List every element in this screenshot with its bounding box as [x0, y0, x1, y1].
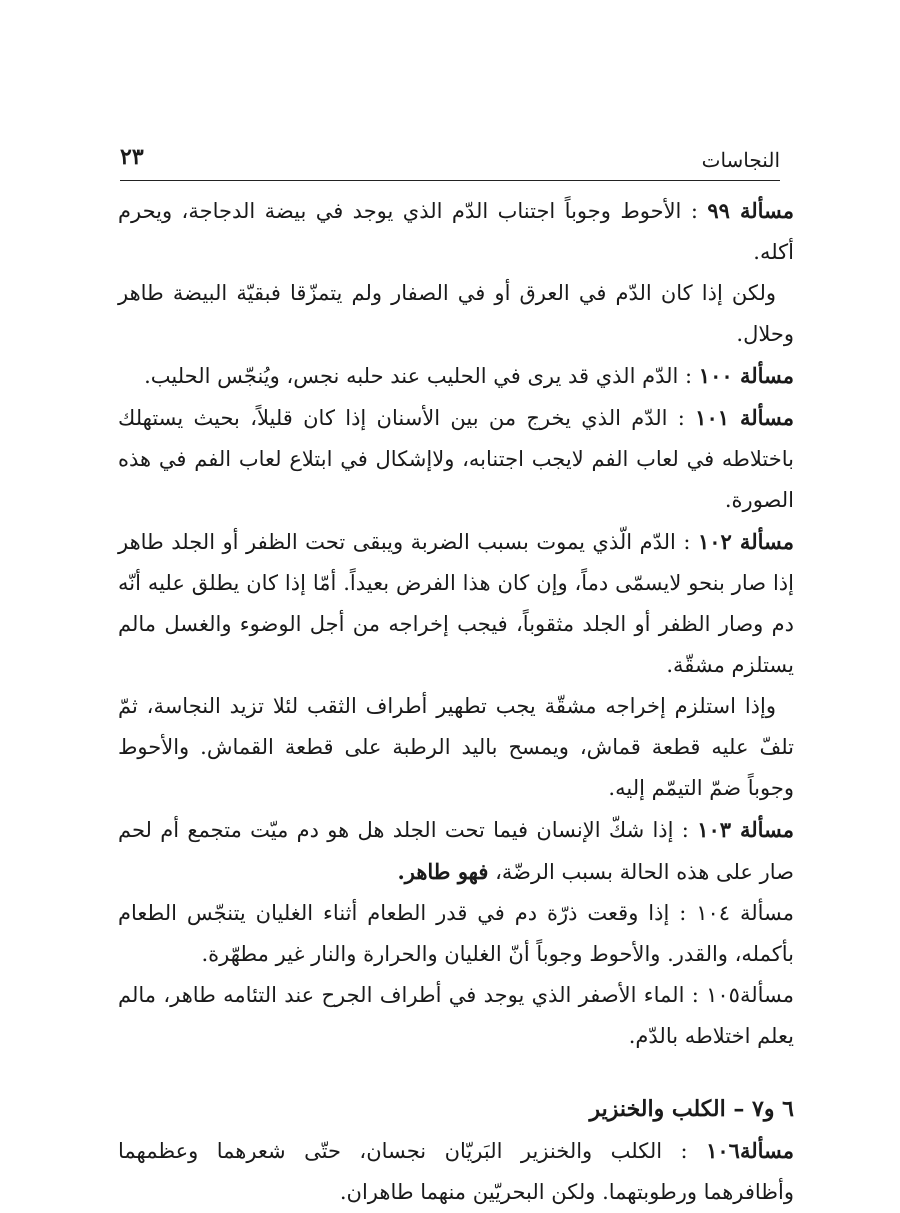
issue-continuation: ولكن إذا كان الدّم في العرق أو في الصفار ولم يتمزّقا فبقيّة البيضة طاهر وحلال. [118, 281, 794, 346]
issue-text: : إذا شكّ الإنسان فيما تحت الجلد هل هو دم ميّت متجمع أم لحم صار على هذه الحالة بسبب الرضّة، [118, 818, 794, 884]
issue-label: مسألة ٩٩ [707, 198, 794, 223]
issue-ruling: فهو طاهر. [397, 859, 489, 884]
page-number: ٢٣ [120, 144, 144, 170]
page-header [120, 140, 780, 181]
issue-text: : إذا وقعت ذرّة دم في قدر الطعام أثناء الغليان يتنجّس الطعام بأكمله، والقدر. والأحوط وجوباً أنّ الغليان والحرارة والنار غير مطهّرة. [118, 901, 794, 966]
running-head: النجاسات [701, 148, 780, 172]
issue-text: : الكلب والخنزير البَريّان نجسان، حتّى شعرهما وعظمهما وأظافرهما ورطوبتهما. ولكن البحريّين منهما طاهران. [118, 1139, 794, 1204]
issue-101 [118, 397, 794, 521]
section-heading: ٦ و٧ – الكلب والخنزير [589, 1096, 794, 1122]
issue-106 [118, 1130, 794, 1213]
issue-100 [118, 355, 794, 397]
issue-label: مسألة١٠٦ [706, 1138, 794, 1163]
issue-103 [118, 809, 794, 893]
issue-105 [118, 975, 794, 1057]
issue-text: : الدّم الّذي يموت بسبب الضربة ويبقى تحت الظفر أو الجلد طاهر إذا صار بنحو لايسمّى دماً، وإن كان هذا الفرض بعيداً. أمّا إذا كان يطلق عليه أنّه دم وصار الظفر أو الجلد مثقوباً، فيجب إخراجه من أجل الوضوء والغسل مالم يستلزم مشقّة. [118, 530, 794, 677]
issue-99 [118, 190, 794, 355]
page-body [118, 190, 794, 1213]
issue-text: : الماء الأصفر الذي يوجد في أطراف الجرح عند التئامه طاهر، مالم يعلم اختلاطه بالدّم. [118, 983, 794, 1048]
issue-102 [118, 521, 794, 809]
issue-continuation: وإذا استلزم إخراجه مشقّة يجب تطهير أطراف الثقب لئلا تزيد النجاسة، ثمّ تلفّ عليه قطعة قماش، ويمسح باليد الرطبة على قطعة القماش. والأحوط وجوباً ضمّ التيمّم إليه. [118, 694, 794, 800]
issue-label: مسألة ١٠٣ [697, 817, 795, 842]
issue-text: : الأحوط وجوباً اجتناب الدّم الذي يوجد في بيضة الدجاجة، ويحرم أكله. [118, 199, 794, 264]
issue-label: مسألة ١٠١ [695, 405, 794, 430]
issue-text: : الدّم الذي قد يرى في الحليب عند حلبه نجس، ويُنجّس الحليب. [144, 364, 693, 388]
issue-text: : الدّم الذي يخرج من بين الأسنان إذا كان قليلاً، بحيث يستهلك باختلاطه في لعاب الفم لايجب اجتنابه، ولاإشكال في ابتلاع لعاب الفم في هذه الصورة. [118, 406, 794, 512]
issue-label: مسألة ١٠٠ [698, 363, 794, 388]
issue-label: مسألة ١٠٢ [697, 529, 794, 554]
issue-label: مسألة ١٠٤ [696, 901, 794, 925]
issue-104 [118, 893, 794, 975]
issue-label: مسألة١٠٥ [706, 983, 794, 1007]
